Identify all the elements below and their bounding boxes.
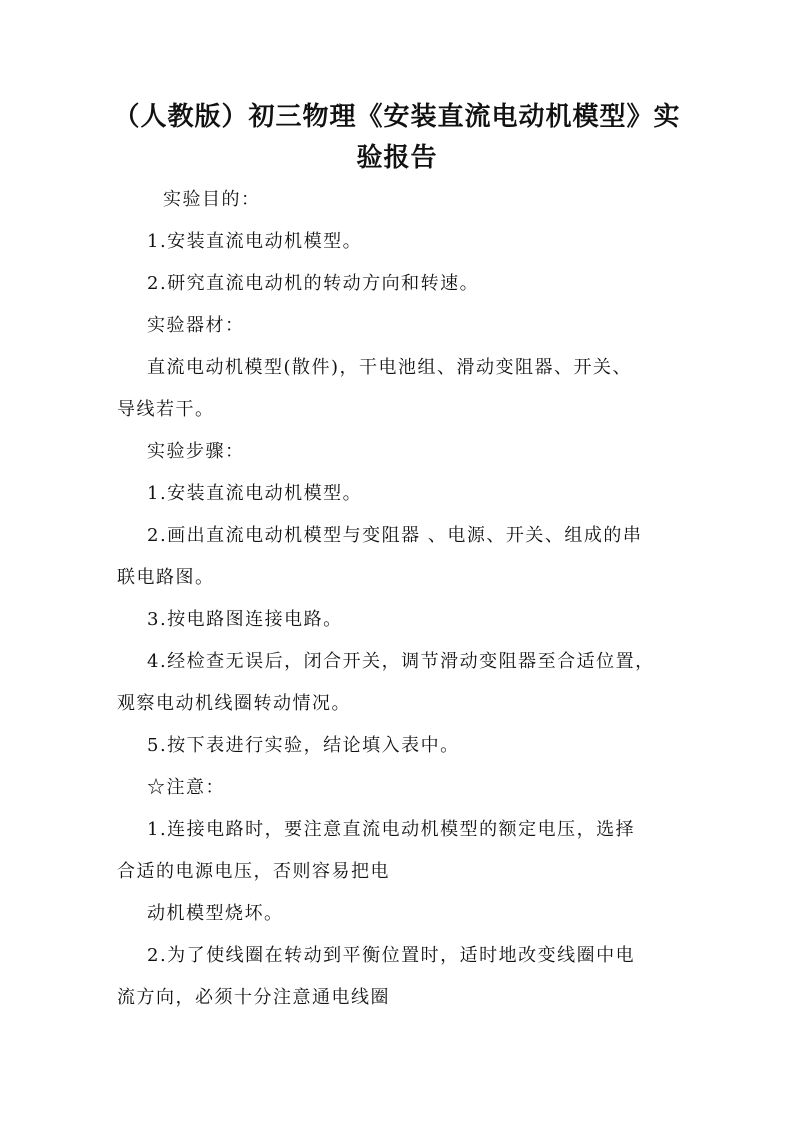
materials-text-line-2: 导线若干。 xyxy=(117,399,215,420)
step-3: 3.按电路图连接电路。 xyxy=(147,609,343,630)
step-4-line-2: 观察电动机线圈转动情况。 xyxy=(117,693,351,714)
note-1-line-3: 动机模型烧坏。 xyxy=(147,903,284,924)
step-2-line-2: 联电路图。 xyxy=(117,567,215,588)
purpose-item-2: 2.研究直流电动机的转动方向和转速。 xyxy=(147,273,480,294)
section-heading-purpose: 实验目的： xyxy=(163,189,261,210)
section-heading-materials: 实验器材： xyxy=(147,315,245,336)
section-heading-steps: 实验步骤： xyxy=(147,441,245,462)
note-2-line-2: 流方向，必须十分注意通电线圈 xyxy=(117,987,390,1008)
step-2-line-1: 2.画出直流电动机模型与变阻器 、电源、开关、组成的串 xyxy=(147,525,643,546)
note-2-line-1: 2.为了使线圈在转动到平衡位置时，适时地改变线圈中电 xyxy=(147,945,636,966)
materials-text-line-1: 直流电动机模型(散件)，干电池组、滑动变阻器、开关、 xyxy=(147,357,633,378)
note-1-line-1: 1.连接电路时，要注意直流电动机模型的额定电压，选择 xyxy=(147,819,636,840)
step-5: 5.按下表进行实验，结论填入表中。 xyxy=(147,735,460,756)
section-heading-notes: ☆注意： xyxy=(147,777,225,798)
step-4-line-1: 4.经检查无误后，闭合开关，调节滑动变阻器至合适位置， xyxy=(147,651,655,672)
step-1: 1.安装直流电动机模型。 xyxy=(147,483,363,504)
purpose-item-1: 1.安装直流电动机模型。 xyxy=(147,231,363,252)
document-title-line-2: 验报告 xyxy=(356,143,438,173)
note-1-line-2: 合适的电源电压，否则容易把电 xyxy=(117,861,390,882)
document-title-line-1: （人教版）初三物理《安装直流电动机模型》实 xyxy=(113,102,681,132)
